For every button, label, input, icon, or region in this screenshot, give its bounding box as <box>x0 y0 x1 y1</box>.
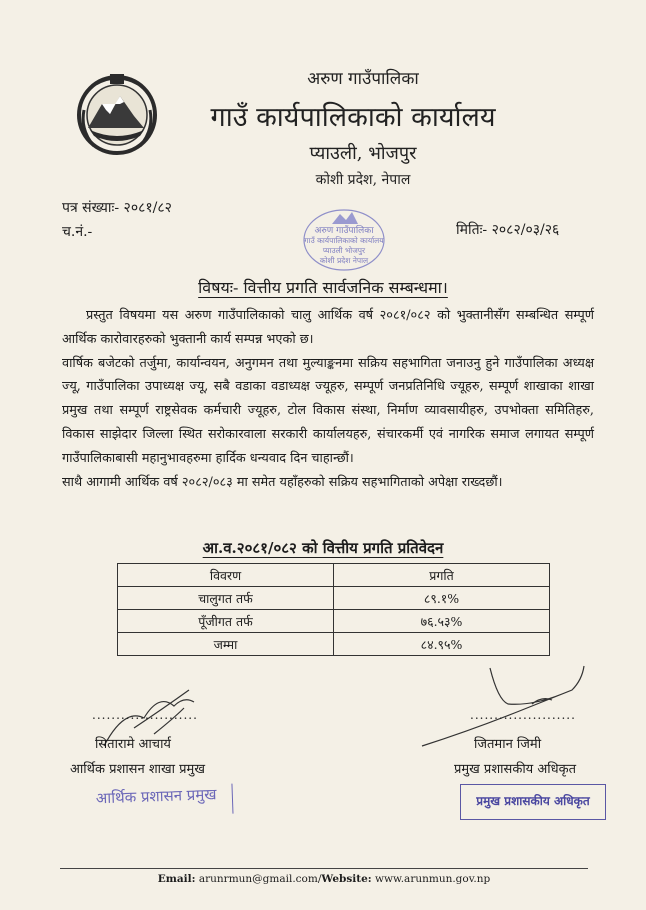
stamp-line4: कोशी प्रदेश नेपाल <box>319 256 369 265</box>
left-stamp-text: आर्थिक प्रशासन प्रमुख <box>95 785 217 808</box>
table-header-description: विवरण <box>118 564 334 587</box>
office-address-line2: कोशी प्रदेश, नेपाल <box>315 172 411 188</box>
letter-subject <box>0 276 646 298</box>
table-cell-progress: ८९.१% <box>334 587 550 610</box>
stamp-line3: प्याउली भोजपुर <box>322 246 366 255</box>
left-signature-dots: ...................... <box>92 708 198 722</box>
footer-email-label: Email: <box>157 873 196 885</box>
footer-website-label: Website: <box>321 873 372 885</box>
table-header-row <box>118 564 550 587</box>
right-signature-dots: ...................... <box>470 708 576 722</box>
footer-website[interactable]: www.arunmun.gov.np <box>375 873 491 885</box>
right-designation-stamp <box>460 784 606 820</box>
report-title <box>0 538 646 558</box>
table-cell-description: पूँजीगत तर्फ <box>118 610 334 633</box>
stamp-line2: गाउँ कार्यपालिकाको कार्यालय <box>304 236 384 245</box>
footer-contact: Email: arunrmun@gmail.com/Website: www.arunmun.gov.np <box>60 868 588 885</box>
stamp-line1: अरुण गाउँपालिका <box>314 226 374 236</box>
right-signatory-title: प्रमुख प्रशासकीय अधिकृत <box>454 762 577 777</box>
body-paragraph-2: वार्षिक बजेटको तर्जुमा, कार्यान्वयन, अनुगमन तथा मुल्याङ्कनमा सक्रिय सहभागिता जनाउनु हुने गाउँपालिका अध्यक्ष ज्यू, गाउँपालिका उपाध्यक्ष ज्यू, सबै वडाका वडाध्यक्ष ज्यूहरु, सम्पूर्ण जनप्रतिनिधि ज्यूहरु, सम्पूर्ण शाखाका शाखा प्रमुख तथा सम्पूर्ण राष्ट्रसेवक कर्मचारी ज्यूहरु, टोल विकास संस्था, निर्माण व्यावसायीहरु, उपभोक्ता समितिहरु, विकास साझेदार जिल्ला स्थित सरोकारवाला सरकारी कार्यालयहरु, संचारकर्मी एवं नागरिक समाज लगायत सम्पूर्ण गाउँपालिकाबासी महानुभावहरुमा हार्दिक धन्यवाद दिन चाहान्छौं। <box>62 355 594 466</box>
footer-email[interactable]: arunrmun@gmail.com <box>198 873 318 885</box>
table-row <box>118 587 550 610</box>
letter-number: पत्र संख्याः- २०८१/८२ <box>62 200 172 216</box>
table-cell-description: चालुगत तर्फ <box>118 587 334 610</box>
right-stamp-text: प्रमुख प्रशासकीय अधिकृत <box>476 794 590 808</box>
body-paragraph-1: प्रस्तुत विषयमा यस अरुण गाउँपालिकाको चालु आर्थिक वर्ष २०८१/०८२ को भुक्तानीसँग सम्बन्धित सम्पूर्ण आर्थिक कारोवारहरुको भुक्तानी कार्य सम्पन्न भएको छ। <box>62 308 594 347</box>
office-round-stamp <box>298 206 390 274</box>
right-signatory-name: जितमान जिमी <box>474 737 542 752</box>
table-header-progress: प्रगति <box>334 564 550 587</box>
left-designation-stamp <box>96 784 234 819</box>
office-address-line1: प्याउली, भोजपुर <box>309 143 417 164</box>
report-title-text: आ.व.२०८१/०८२ को वित्तीय प्रगति प्रतिवेदन <box>202 539 444 557</box>
table-cell-progress: ७६.५३% <box>334 610 550 633</box>
table-cell-progress: ८४.९५% <box>334 633 550 656</box>
subject-text: विषयः- वित्तीय प्रगति सार्वजनिक सम्बन्धमा। <box>198 278 448 297</box>
left-signatory-name: सितारामे आचार्य <box>95 737 171 752</box>
letter-date: मितिः- २०८२/०३/२६ <box>456 222 560 238</box>
letter-body <box>62 304 594 494</box>
table-row <box>118 633 550 656</box>
left-signatory-title: आर्थिक प्रशासन शाखा प्रमुख <box>70 762 205 777</box>
progress-table <box>117 563 550 656</box>
table-row <box>118 610 550 633</box>
dispatch-number: च.नं.- <box>62 224 93 240</box>
body-paragraph-3: साथै आगामी आर्थिक वर्ष २०८२/०८३ मा समेत यहाँहरुको सक्रिय सहभागिताको अपेक्षा राख्दछौं। <box>62 474 503 490</box>
table-cell-description: जम्मा <box>118 633 334 656</box>
office-name-line1: अरुण गाउँपालिका <box>307 69 419 89</box>
office-name-line2: गाउँ कार्यपालिकाको कार्यालय <box>210 102 496 133</box>
